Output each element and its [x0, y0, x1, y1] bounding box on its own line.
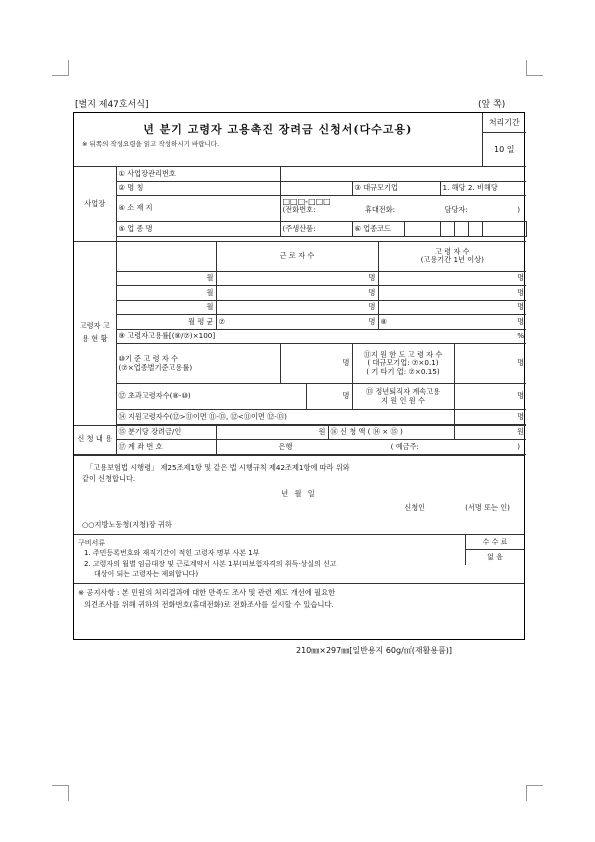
large-company-options[interactable]: 1. 해당 2. 비해당 [440, 181, 526, 196]
declaration-date[interactable]: 년 월 일 [281, 488, 317, 498]
elderly-header-title: 고 령 자 수 [434, 246, 470, 256]
account-value[interactable] [216, 440, 526, 455]
crop-mark-tl [68, 60, 69, 76]
excess-elderly-value[interactable]: 명 [306, 384, 352, 410]
business-name-label: ② 명 칭 [116, 181, 280, 196]
amount-value[interactable]: 원 [454, 425, 526, 440]
phone-label: (전화번호: [282, 205, 316, 215]
elderly-header [378, 241, 526, 271]
per-quarter-label: ⑮ 분기당 장려금/인 [116, 425, 216, 440]
industry-code-box-3[interactable] [454, 222, 468, 237]
month-3-elderly[interactable]: 명 [378, 300, 526, 315]
declaration-text-2: 같이 신청합니다. [82, 473, 136, 483]
amount-label: ⑯ 신 청 액 ( ⑭ × ⑮ ) [328, 425, 454, 440]
elderly-section-label: 고령자 고 용 현 황 [74, 241, 116, 425]
form-note: ※ 뒤쪽의 작성요령을 읽고 작성하시기 바랍니다. [82, 139, 220, 148]
address-label: ④ 소 재 지 [116, 196, 280, 222]
document-item-2a: 2. 고령자의 월별 임금대장 및 근로계약서 사본 1부(피보험자격의 취득·상실의 신고 [84, 559, 337, 568]
notice-line-1: ※ 공지사항 : 본 민원의 처리결과에 대한 만족도 조사 및 관련 제도 개선에 필요한 [78, 587, 336, 597]
workers-header: 근 로 자 수 [216, 241, 378, 271]
industry-code-box-1[interactable] [404, 222, 440, 237]
support-elderly-label: ⑭ 지원고령자수(⑫>⑪이면 ⑪-⑬, ⑫<⑪이면 ⑫-⑬) [116, 410, 454, 425]
average-workers[interactable] [216, 315, 378, 330]
industry-name-label: ⑤ 업 종 명 [116, 222, 280, 237]
standard-elderly-title: ⑩기 준 고 령 자 수 [118, 354, 179, 364]
excess-elderly-label: ⑫ 초과고령자수(⑧-⑩) [116, 384, 306, 410]
month-1-workers[interactable]: 명 [216, 271, 378, 286]
apply-section-label: 신 청 내 용 [74, 425, 116, 454]
crop-mark-tl-h [52, 75, 68, 76]
processing-period-value: 10 일 [482, 133, 526, 167]
elderly-ratio-row[interactable] [116, 329, 526, 344]
elderly-header-sub: (고용기간 1년 이상) [420, 255, 484, 264]
crop-mark-bl [68, 785, 69, 801]
limit-elderly-large: ( 대규모기업: ⑦×0.1) [367, 358, 439, 368]
declaration-section [74, 455, 524, 535]
retire-continue-label [352, 384, 454, 410]
processing-period-label: 처리기간 [482, 113, 526, 133]
average-elderly[interactable] [378, 315, 526, 330]
paper-spec: 210㎜×297㎜[일반용지 60g/㎡(재활용품)] [296, 646, 453, 655]
monthly-average-label: 월 평 균 [116, 315, 216, 330]
manager-label: 담당자: [444, 205, 468, 215]
large-company-label: ③ 대규모기업 [352, 181, 440, 196]
declaration-text-1: 「고용보험법 시행령」 제25조제1항 및 같은 법 시행규칙 제42조제1항에 따라 위와 [86, 462, 350, 472]
notice-line-2: 의견조사를 위해 귀하의 전화번호(휴대전화)로 전화조사를 실시할 수 있습니다. [84, 599, 334, 609]
col7-mark: ⑦ [218, 316, 225, 326]
mobile-label: 휴대전화: [364, 205, 396, 215]
recipient: ○○지방노동청(지청)장 귀하 [82, 520, 172, 530]
document-item-1: 1. 주민등록번호와 재직기간이 적힌 고령자 명부 사본 1부 [84, 549, 260, 558]
fee-label: 수 수 료 [466, 535, 524, 550]
standard-elderly-value[interactable]: 명 [280, 344, 352, 384]
notice-section [74, 583, 524, 614]
crop-mark-br [526, 785, 527, 801]
form-table [74, 113, 526, 455]
business-section-label: 사업장 [74, 167, 116, 242]
business-name-value[interactable] [280, 181, 352, 196]
limit-elderly-other: ( 기 타기 업: ⑦×0.15) [366, 366, 440, 376]
fee-value: 없 음 [487, 553, 503, 562]
industry-code-box-2[interactable] [440, 222, 454, 237]
address-value[interactable] [280, 196, 526, 222]
business-mgmt-no-value[interactable] [280, 167, 526, 182]
elderly-ratio-percent: % [517, 331, 525, 341]
standard-elderly-label [116, 344, 280, 384]
form-title: 년 분기 고령자 고용촉진 장려금 신청서(다수고용) [143, 123, 413, 137]
applicant-label: 신청인 [404, 502, 426, 512]
crop-mark-tr-h [527, 75, 543, 76]
col8-unit: 명 [517, 316, 525, 326]
fee-box [465, 535, 524, 565]
documents-section [74, 534, 524, 583]
business-mgmt-no-label: ① 사업장관리번호 [116, 167, 280, 182]
limit-elderly-label [352, 344, 454, 384]
crop-mark-br-h [527, 785, 543, 786]
crop-mark-bl-h [52, 785, 68, 786]
col7-unit: 명 [368, 316, 376, 326]
postal-code-boxes: □□□-□□□ [282, 197, 331, 206]
industry-code-box-5[interactable] [482, 222, 526, 237]
month-2-workers[interactable]: 명 [216, 286, 378, 301]
month-2-label: 월 [116, 286, 216, 301]
bank-label: 은행 [278, 441, 293, 451]
documents-title: 구비서류 [78, 539, 106, 548]
support-elderly-value[interactable]: 명 [454, 410, 526, 425]
page-side: (앞 쪽) [478, 100, 506, 110]
retire-continue-sub: 지 원 인 원 수 [381, 395, 425, 405]
holder-close-paren: ) [517, 441, 521, 451]
retire-continue-title: ⑬ 정년퇴직자 계속고용 [365, 387, 441, 397]
standard-elderly-sub: (⑦×업종별기준고용률) [118, 362, 193, 372]
address-close-paren: ) [517, 205, 520, 215]
month-1-label: 월 [116, 271, 216, 286]
per-quarter-value[interactable]: 원 [216, 425, 328, 440]
col8-mark: ⑧ [380, 316, 387, 326]
month-3-workers[interactable]: 명 [216, 300, 378, 315]
application-form [73, 112, 525, 640]
limit-elderly-value[interactable]: 명 [454, 344, 526, 384]
account-label: ⑰ 계 좌 번 호 [116, 440, 216, 455]
document-item-2b: 대상이 되는 고령자는 제외합니다) [94, 569, 199, 578]
month-2-elderly[interactable]: 명 [378, 286, 526, 301]
retire-continue-value[interactable]: 명 [454, 384, 526, 410]
limit-elderly-title: ⑪지 원 한 도 고 령 자 수 [363, 350, 443, 360]
main-product-label[interactable]: (주생산품: [280, 222, 352, 237]
signature-field[interactable]: (서명 또는 인) [465, 502, 510, 512]
month-3-label: 월 [116, 300, 216, 315]
month-1-elderly[interactable]: 명 [378, 271, 526, 286]
industry-code-box-4[interactable] [468, 222, 482, 237]
elderly-ratio-label: ⑨ 고령자고용률[(⑧/⑦)×100] [118, 331, 216, 341]
form-number: [별지 제47호서식] [75, 100, 149, 110]
industry-code-label: ⑥ 업종코드 [352, 222, 404, 237]
crop-mark-tr [526, 60, 527, 76]
holder-label: ( 예금주: [390, 441, 419, 451]
